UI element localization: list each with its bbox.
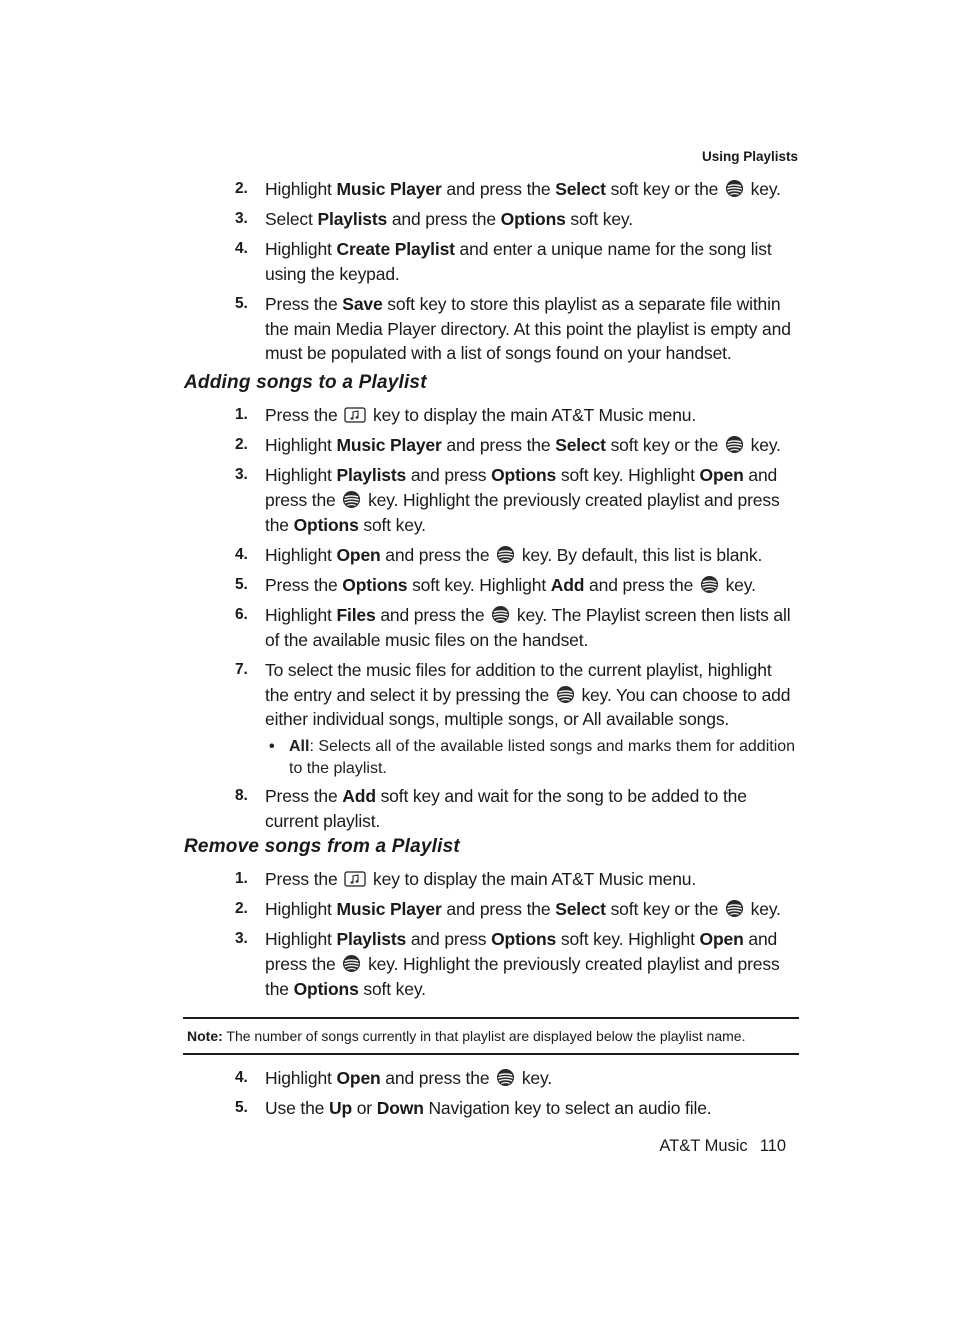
step-text: To select the music files for addition to the current playlist, highlight the entry and select it by pressing the [265,659,772,705]
note-box [183,1017,799,1055]
att-key-icon [556,685,575,704]
att-key-icon [342,954,361,973]
step-text: and press the [584,574,698,595]
bold-term: Create Playlist [336,239,455,260]
step-text: Navigation key to select an audio file. [423,1098,712,1119]
step-number: 5. [235,295,248,313]
step-text: soft key. [358,978,426,999]
step-number: 4. [235,240,248,258]
step-text: Select [265,209,318,230]
step-text: key. [720,574,756,595]
bold-term: Open [699,465,744,486]
step-text: key. [745,435,781,456]
step-number: 4. [235,1069,248,1086]
step-text: Use the [265,1098,329,1119]
att-key-icon [491,605,510,624]
step-number: 4. [235,545,248,563]
step-text: soft key to store this playlist as a separate file within the main Media Player directory. At this point the playlist is empty and must be populated with a list of songs found on your handset. [265,294,791,364]
step-text: key to display the main AT&T Music menu. [368,405,697,425]
step-text: soft key and wait for the song to be added to the current playlist. [265,786,747,831]
step-text: or [352,1098,377,1119]
step-text: key. [745,179,781,199]
step-number: 2. [235,180,248,197]
steps-list-after-note [235,1066,800,1126]
bold-term: Playlists [336,465,407,486]
bold-term: Up [328,1098,353,1119]
step-text: Press the [265,405,343,425]
note-label: Note: [187,1028,223,1044]
bold-term: Files [336,605,376,626]
step-text: key. [517,1068,553,1088]
bold-term: Add [550,574,585,595]
step-number: 3. [235,210,248,228]
list-item [235,177,800,202]
step-text: key. By default, this list is blank. [517,544,763,565]
step-text: Press the [265,294,343,315]
step-text: and press the [265,465,778,510]
bold-term: Save [342,294,383,315]
step-text: and enter a unique name for the song list using the keypad. [265,239,772,284]
bold-term: Open [336,1068,381,1088]
step-number: 8. [235,787,248,805]
step-text: Press the [265,574,343,595]
step-text: Highlight [265,544,337,565]
att-key-icon [342,490,361,509]
bold-term: Playlists [336,929,407,950]
step-text: and press the [265,929,778,974]
step-text: key. Highlight the previously created playlist and press the [265,953,780,999]
music-key-icon [344,405,366,421]
footer-section: AT&T Music [659,1137,748,1155]
bold-term: Select [555,435,606,456]
step-text: soft key or the [605,435,723,456]
section-title-adding-songs: Adding songs to a Playlist [184,372,427,393]
bold-term: Playlists [317,209,388,230]
step-text: soft key. Highlight [556,465,700,486]
step-number: 6. [235,606,248,624]
step-number: 1. [235,870,248,887]
list-item [235,403,800,428]
step-text: and press the [441,179,556,199]
list-item [235,237,800,286]
bold-term: Select [555,899,606,920]
step-number: 7. [235,660,248,678]
list-item [235,897,800,922]
bold-term: Options [491,929,557,950]
step-text: Press the [265,869,343,889]
page-footer [659,1137,786,1156]
step-number: 2. [235,436,248,454]
list-item [235,784,800,833]
step-text: Press the [265,786,343,807]
bullet-dot: • [269,738,275,756]
step-text: Highlight [265,239,337,260]
bold-term: Down [376,1098,424,1119]
list-item [235,603,800,652]
att-key-icon [496,1068,515,1087]
bold-term: Options [342,574,408,595]
steps-list-adding-songs [235,403,800,839]
step-text: soft key. Highlight [556,929,700,950]
step-text: and press the [380,544,495,565]
step-number: 5. [235,1099,248,1117]
list-item [235,927,800,1001]
bold-term: Open [699,929,744,950]
list-item [235,867,800,892]
list-item [235,292,800,366]
step-text: Highlight [265,435,337,456]
list-item [235,1096,800,1121]
step-text: Highlight [265,899,337,920]
list-item [235,1066,800,1091]
note-text [187,1028,745,1044]
step-text: key. You can choose to add either individual songs, multiple songs, or All available songs. [265,684,791,730]
step-number: 5. [235,575,248,593]
step-text: soft key or the [605,179,723,199]
step-text: Highlight [265,605,337,626]
section-title-remove-songs: Remove songs from a Playlist [184,836,460,857]
page-number: 110 [759,1137,786,1155]
step-text: Highlight [265,1068,337,1088]
running-header: Using Playlists [701,149,798,164]
music-key-icon [344,869,366,885]
att-key-icon [725,899,744,918]
step-number: 3. [235,466,248,484]
list-item [235,543,800,568]
step-text: and press the [375,605,490,626]
step-number: 2. [235,900,248,918]
step-text: and press [406,929,492,950]
att-key-icon [496,545,515,564]
bold-term: Options [293,514,359,535]
step-text: and press [406,465,492,486]
step-text: Highlight [265,465,337,486]
bold-term: Music Player [336,179,442,199]
step-text: soft key. Highlight [407,574,551,595]
step-text: key. [745,899,781,920]
note-body: The number of songs currently in that playlist are displayed below the playlist name. [222,1028,746,1044]
bold-term: Options [293,978,359,999]
step-number: 3. [235,930,248,948]
att-key-icon [725,435,744,454]
step-text: key. The Playlist screen then lists all of the available music files on the handset. [265,605,791,650]
bold-term: Music Player [336,899,442,920]
step-text: Highlight [265,179,337,199]
bold-term: All [289,738,310,756]
step-text: and press the [441,435,556,456]
list-item [235,207,800,232]
step-text: and press the [441,899,556,920]
step-text: : Selects all of the available listed songs and marks them for addition to the playlist. [289,738,796,778]
bold-term: Options [500,209,566,230]
list-item [235,433,800,458]
step-text: soft key or the [605,899,723,920]
step-text: Highlight [265,929,337,950]
step-text: and press the [380,1068,495,1088]
bold-term: Music Player [336,435,442,456]
step-text: key. Highlight the previously created playlist and press the [265,489,780,535]
step-text: key to display the main AT&T Music menu. [368,869,697,889]
step-text: soft key. [358,514,426,535]
att-key-icon [700,575,719,594]
steps-list-intro [235,177,800,372]
bold-term: Select [555,179,606,199]
step-number: 1. [235,406,248,423]
list-item [235,573,800,598]
step-text: soft key. [565,209,633,230]
bold-term: Add [342,786,376,807]
step-text: and press the [387,209,501,230]
bold-term: Open [336,544,381,565]
att-key-icon [725,179,744,198]
list-item [235,463,800,537]
steps-list-remove-songs [235,867,800,1007]
bullet-item [267,736,800,780]
bold-term: Options [491,465,557,486]
list-item [235,658,800,732]
